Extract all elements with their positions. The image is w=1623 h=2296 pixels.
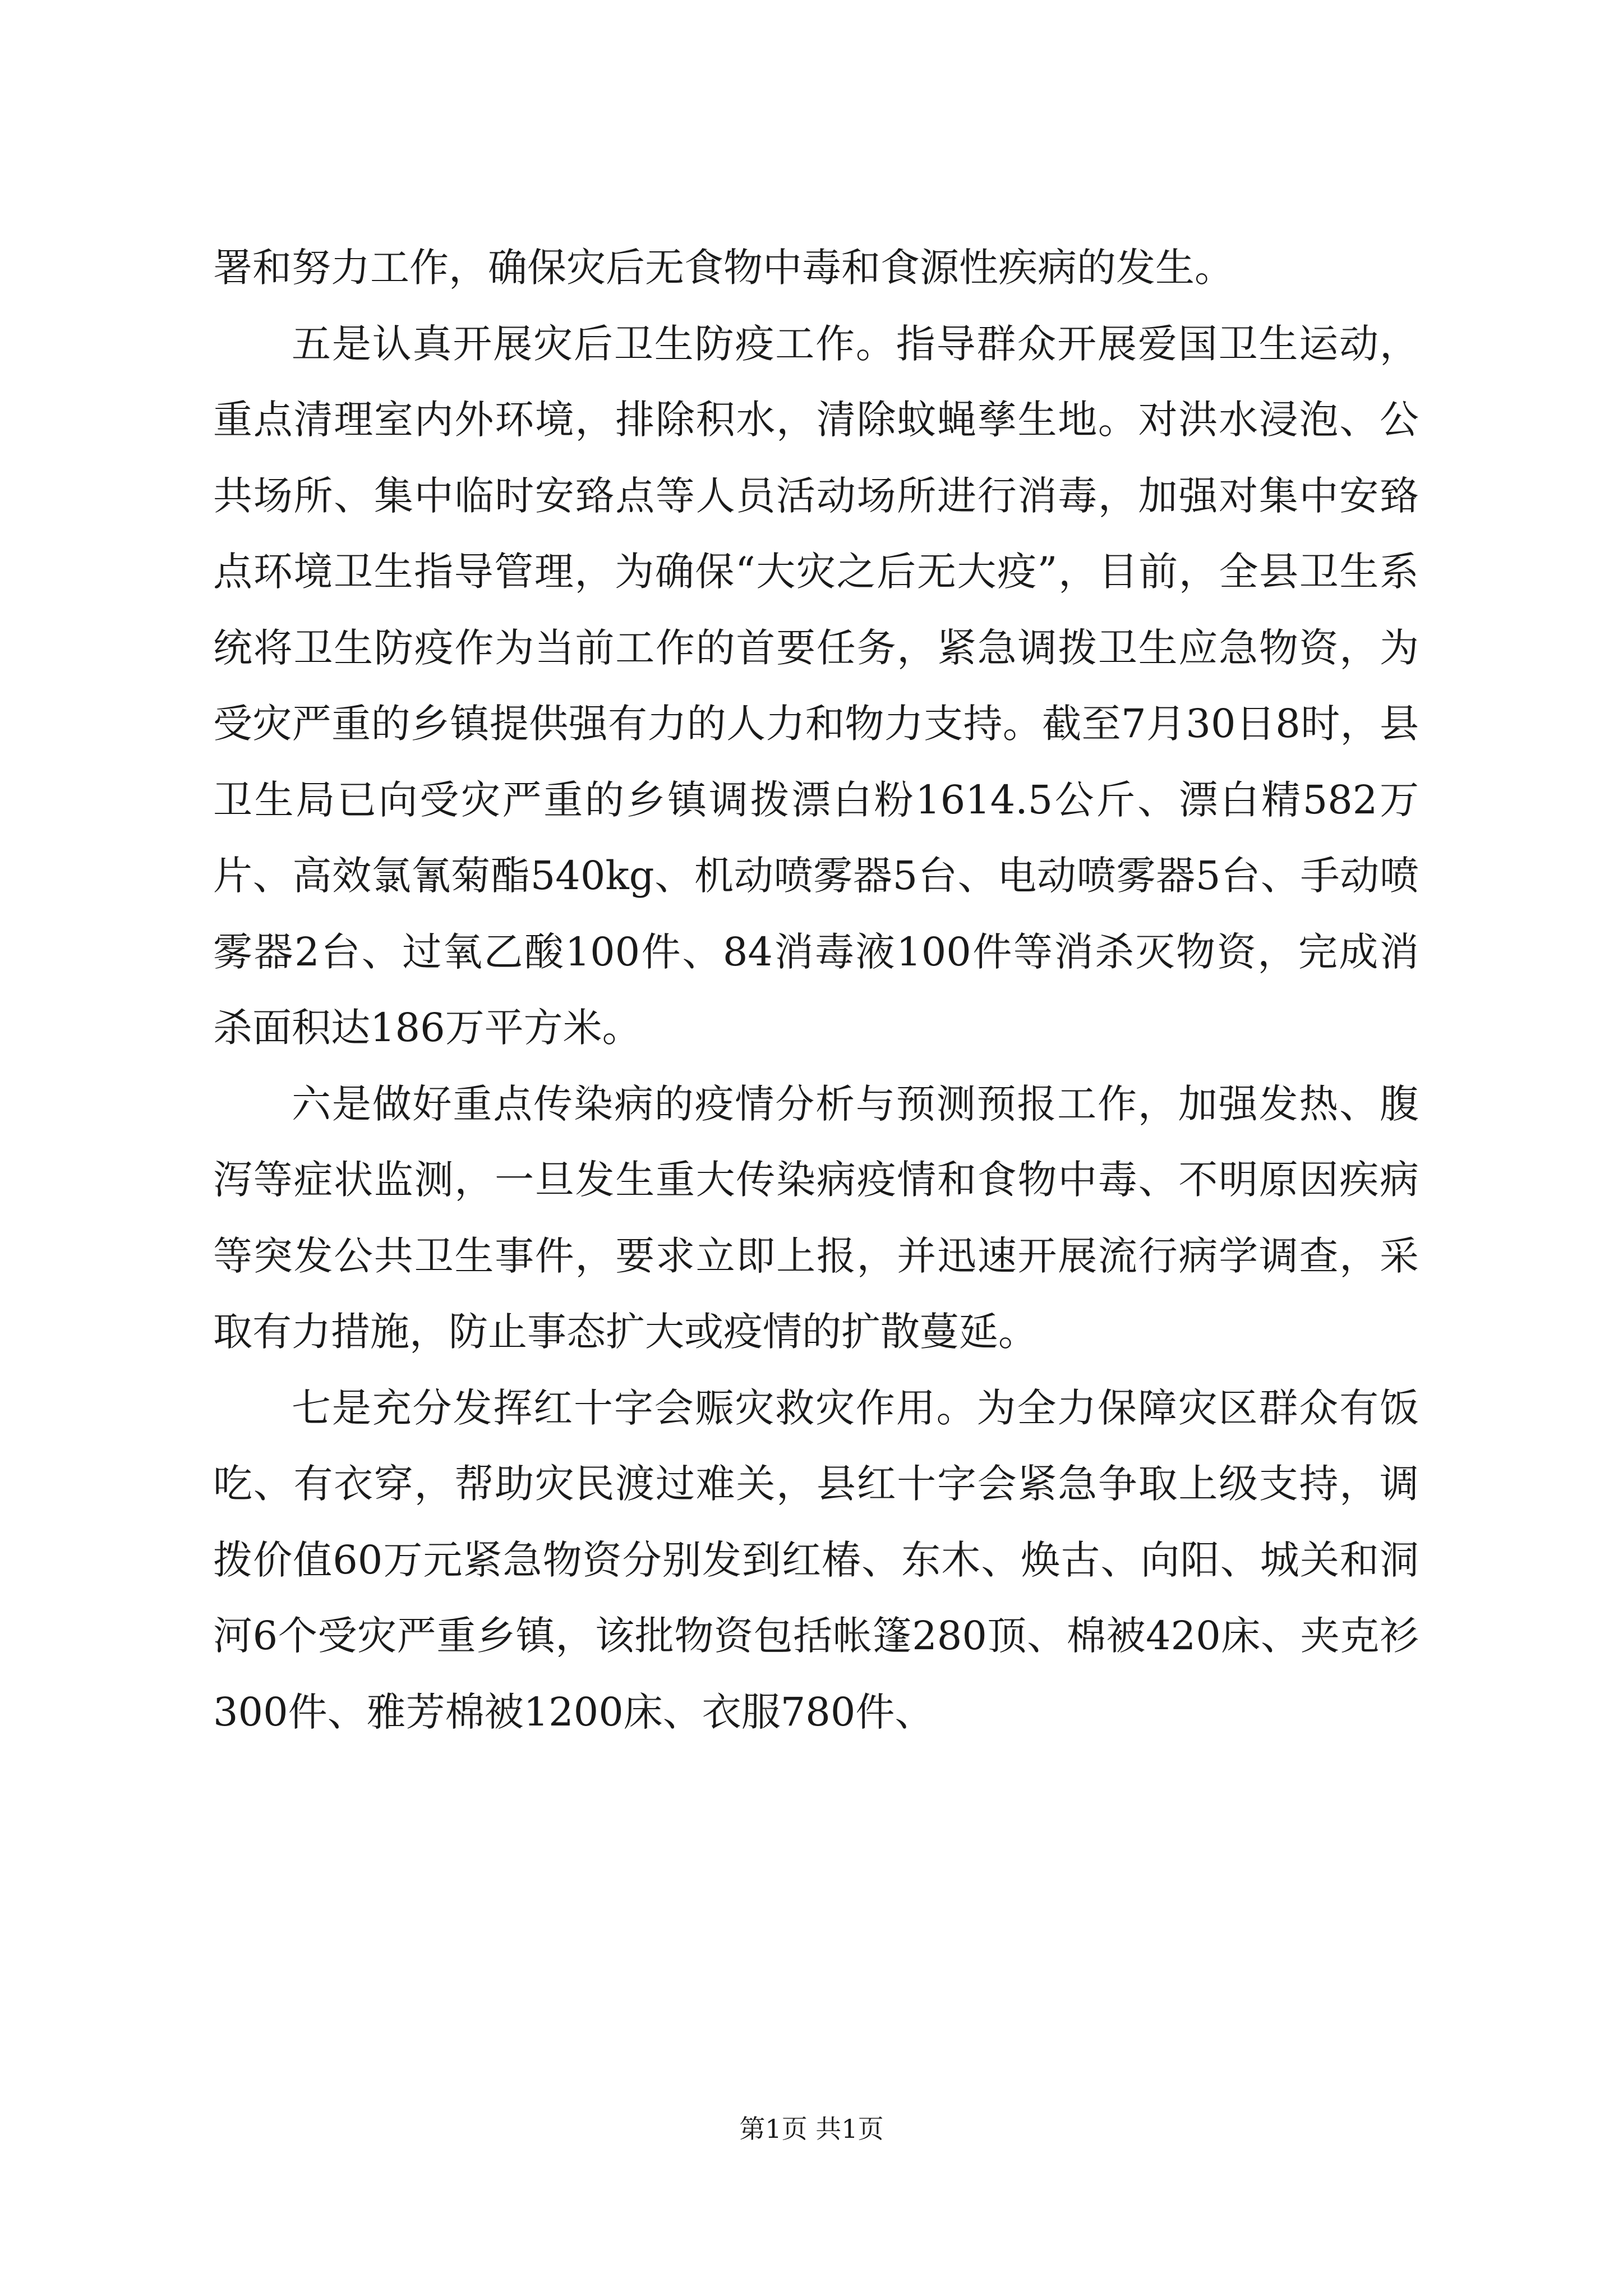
paragraph-continuation: 署和努力工作，确保灾后无食物中毒和食源性疾病的发生。 bbox=[213, 245, 1234, 291]
paragraph-item-seven: 七是充分发挥红十字会赈灾救灾作用。为全力保障灾区群众有饭吃、有衣穿，帮助灾民渡过难关，县红十字会紧急争取上级支持，调拨价值60万元紧急物资分别发到红椿、东木、焕古、向阳、城关和洞河6个受灾严重乡镇，该批物资包括帐篷280顶、棉被420床、夹克衫300件、雅芳棉被1200床、衣服780件、 bbox=[213, 1384, 1419, 1735]
paragraph-item-six: 六是做好重点传染病的疫情分析与预测预报工作，加强发热、腹泻等症状监测，一旦发生重大传染病疫情和食物中毒、不明原因疾病等突发公共卫生事件，要求立即上报，并迅速开展流行病学调查，采取有力措施，防止事态扩大或疫情的扩散蔓延。 bbox=[213, 1080, 1419, 1355]
document-body bbox=[213, 230, 1419, 1750]
paragraph-item-five: 五是认真开展灾后卫生防疫工作。指导群众开展爱国卫生运动，重点清理室内外环境，排除积水，清除蚊蝇孳生地。对洪水浸泡、公共场所、集中临时安臵点等人员活动场所进行消毒，加强对集中安臵点环境卫生指导管理，为确保“大灾之后无大疫”，目前，全县卫生系统将卫生防疫作为当前工作的首要任务，紧急调拨卫生应急物资，为受灾严重的乡镇提供强有力的人力和物力支持。截至7月30日8时，县卫生局已向受灾严重的乡镇调拨漂白粉1614.5公斤、漂白精582万片、高效氯氰菊酯540kg、机动喷雾器5台、电动喷雾器5台、手动喷雾器2台、过氧乙酸100件、84消毒液100件等消杀灭物资，完成消杀面积达186万平方米。 bbox=[213, 320, 1419, 1051]
page-footer: 第1页 共1页 bbox=[739, 2114, 884, 2144]
